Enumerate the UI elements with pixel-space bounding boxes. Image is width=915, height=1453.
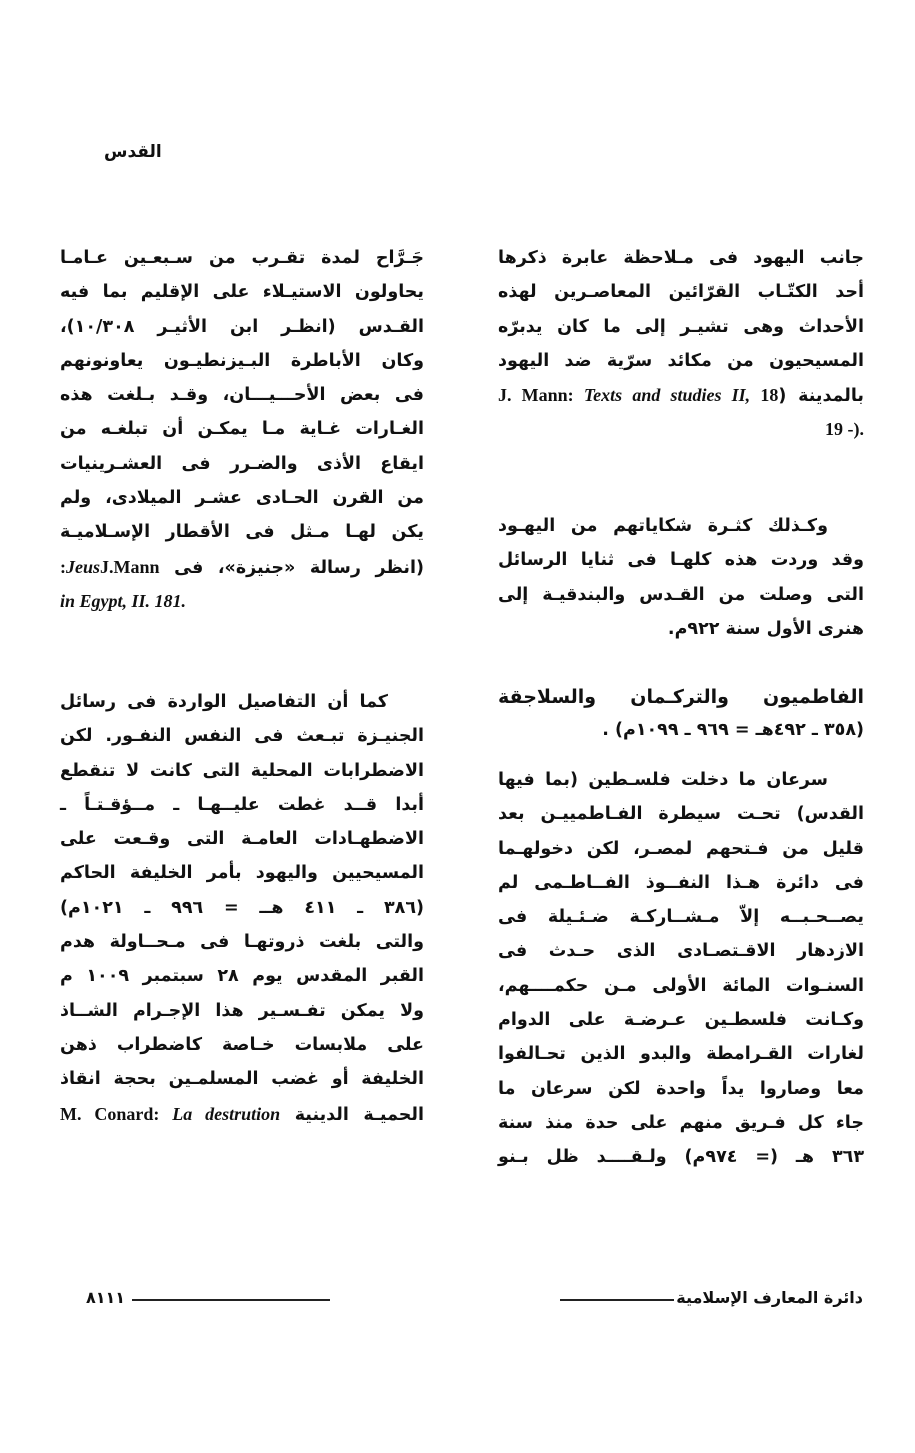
citation-title: La destrution xyxy=(172,1103,281,1124)
text-line: جاء كل فـريق منهم على حدة منذ سنة xyxy=(498,1112,864,1133)
citation-latin xyxy=(498,385,778,405)
text-line: وقد وردت هذه كلهـا فى ثنايا الرسائل xyxy=(498,550,864,571)
right-para-3 xyxy=(498,763,864,1175)
text-line: فى بعض الأحـــيـــان، وقـد بـلغت هذه xyxy=(60,385,424,406)
text-line: أبدا قــد غطت عليــهـا ـ مــؤقـتـاً ـ xyxy=(60,794,424,815)
text-line: وكـذلك كثـرة شكاياتهم من اليهـود xyxy=(498,516,828,536)
right-para-1 xyxy=(498,241,864,447)
text-line: ولا يمكن تفـسـير هذا الإجـرام الشــاذ xyxy=(60,1000,424,1021)
text-line: ايقاع الأذى والضـرر فى العشـرينيات xyxy=(60,453,424,474)
citation-end: .(- 19 xyxy=(825,419,864,440)
citation-title: Texts and studies II, xyxy=(583,385,751,406)
left-para-1 xyxy=(60,241,424,618)
text-line: يكن لهـا مـثل فى الأقطار الإسـلاميـة xyxy=(60,522,424,543)
section-title: الفاطميون والتركـمان والسلاجقة xyxy=(498,686,864,708)
text-line: والتى بلغت ذروتهـا فى مـحــاولة هدم xyxy=(60,932,424,953)
text-line: القدس) تحـت سيطرة الفـاطمييـن بعد xyxy=(498,804,864,825)
text-line: القبر المقدس يوم ٢٨ سبتمبر ١٠٠٩ م xyxy=(60,966,425,987)
text-line: السنـوات المائة الأولى مـن حكمــــهم، xyxy=(498,975,864,996)
citation-end: in Egypt, II. 181. xyxy=(60,590,187,611)
text-line: التى وصلت من القـدس والبندقيـة إلى xyxy=(498,584,864,605)
text-line: من القرن الحـادى عشـر الميلادى، ولم xyxy=(60,488,424,509)
text-line: وكـانت فلسطـين عـرضـة على الدوام xyxy=(498,1010,864,1031)
citation-latin xyxy=(60,1104,280,1124)
text-line: الاضطرابات المحلية التى كانت لا تنقطع xyxy=(60,760,424,781)
text-line: المسيحيين واليهود بأمر الخليفة الحاكم xyxy=(60,863,424,884)
citation-author: J. Mann: xyxy=(498,385,584,406)
text-line: هنرى الأول سنة ٩٢٢م. xyxy=(667,618,864,639)
text-line: وكان الأباطرة البـيزنطيـون يعاونونهم xyxy=(60,350,424,371)
text-line: الأحداث وهى تشيـر إلى ما كان يدبرّه xyxy=(498,316,864,337)
text-line: (٣٨٦ ـ ٤١١ هــ = ٩٩٦ ـ ١٠٢١م) xyxy=(60,897,424,918)
section-dates: (٣٥٨ ـ ٤٩٢هـ = ٩٦٩ ـ ١٠٩٩م) . xyxy=(602,720,864,740)
text-line: كما أن التفاصيل الواردة فى رسائل xyxy=(60,692,388,712)
text-line: القـدس (انظـر ابن الأثيـر ١٠/٣٠٨)، xyxy=(60,316,424,337)
text-line: الخليفة أو غضب المسلمـين بحجة انقاذ xyxy=(60,1069,424,1090)
citation-arabic: بالمدينة ( xyxy=(778,386,864,407)
running-head: القدس xyxy=(104,142,162,162)
footer-page-number: ٨١١١ xyxy=(86,1288,126,1307)
text-line: جَـرَّاح لمدة تقـرب من سـبعـين عـامـا xyxy=(60,248,424,268)
citation-author: M. Conard: xyxy=(60,1103,173,1124)
text-line: الاضطهـادات العامـة التى وقـعت على xyxy=(60,829,424,850)
text-line: ٣٦٣ هـ (= ٩٧٤م) ولـقــــد ظل بـنو xyxy=(498,1147,864,1168)
text-line: فى دائرة هـذا النفــوذ الفــاطـمى لم xyxy=(498,872,864,893)
citation-line xyxy=(60,550,424,584)
text-line: سرعان ما دخلت فلسـطين (بما فيها xyxy=(498,770,828,790)
section-heading xyxy=(498,681,864,747)
citation-line xyxy=(498,378,864,412)
footer-rule-left xyxy=(132,1299,330,1301)
text-line: المسيحيون من مكائد سرّية ضد اليهود xyxy=(498,350,864,371)
citation-line xyxy=(60,1097,424,1131)
citation-arabic: الحميـة الدينية xyxy=(280,1104,424,1125)
citation-title: Jeus xyxy=(66,556,101,577)
text-line: الازدهار الاقـتصـادى الذى حـدث فى xyxy=(498,941,864,962)
text-line: على ملابسات خـاصة كاضطراب ذهن xyxy=(60,1034,424,1055)
text-line: الجنيـزة تبـعث فى النفس النفـور. لكن xyxy=(60,726,424,747)
left-para-2 xyxy=(60,685,424,1131)
text-line: لغارات القـرامطة والبدو الذين تحـالفوا xyxy=(498,1044,864,1065)
footer-publication: دائرة المعارف الإسلامية xyxy=(676,1288,863,1307)
text-line: يحاولون الاستيـلاء على الإقليم بما فيه xyxy=(60,282,424,303)
citation-page: 18 xyxy=(750,385,779,406)
text-line: قليل من فـتحهم لمصـر، لكن دخولهـما xyxy=(498,838,864,859)
citation-author: J.Mann: xyxy=(60,556,160,577)
text-line: الغـارات غـاية مـا يمكـن أن تبلغـه من xyxy=(60,419,424,440)
footer-rule-right xyxy=(560,1299,674,1301)
text-line: معا وصاروا يداً واحدة لكن سرعان ما xyxy=(498,1078,864,1099)
text-line: أحد الكتّـاب القرّائين المعاصـرين لهذه xyxy=(498,282,864,303)
citation-arabic: (انظر رسالة «جنيزة»، فى xyxy=(159,557,424,578)
text-line: جانب اليهود فى مـلاحظة عابرة ذكرها xyxy=(498,248,864,268)
text-line: يصــحـبــه إلاّ مـشــاركـة ضـئـيلة فى xyxy=(498,907,864,928)
right-para-2 xyxy=(498,509,864,646)
